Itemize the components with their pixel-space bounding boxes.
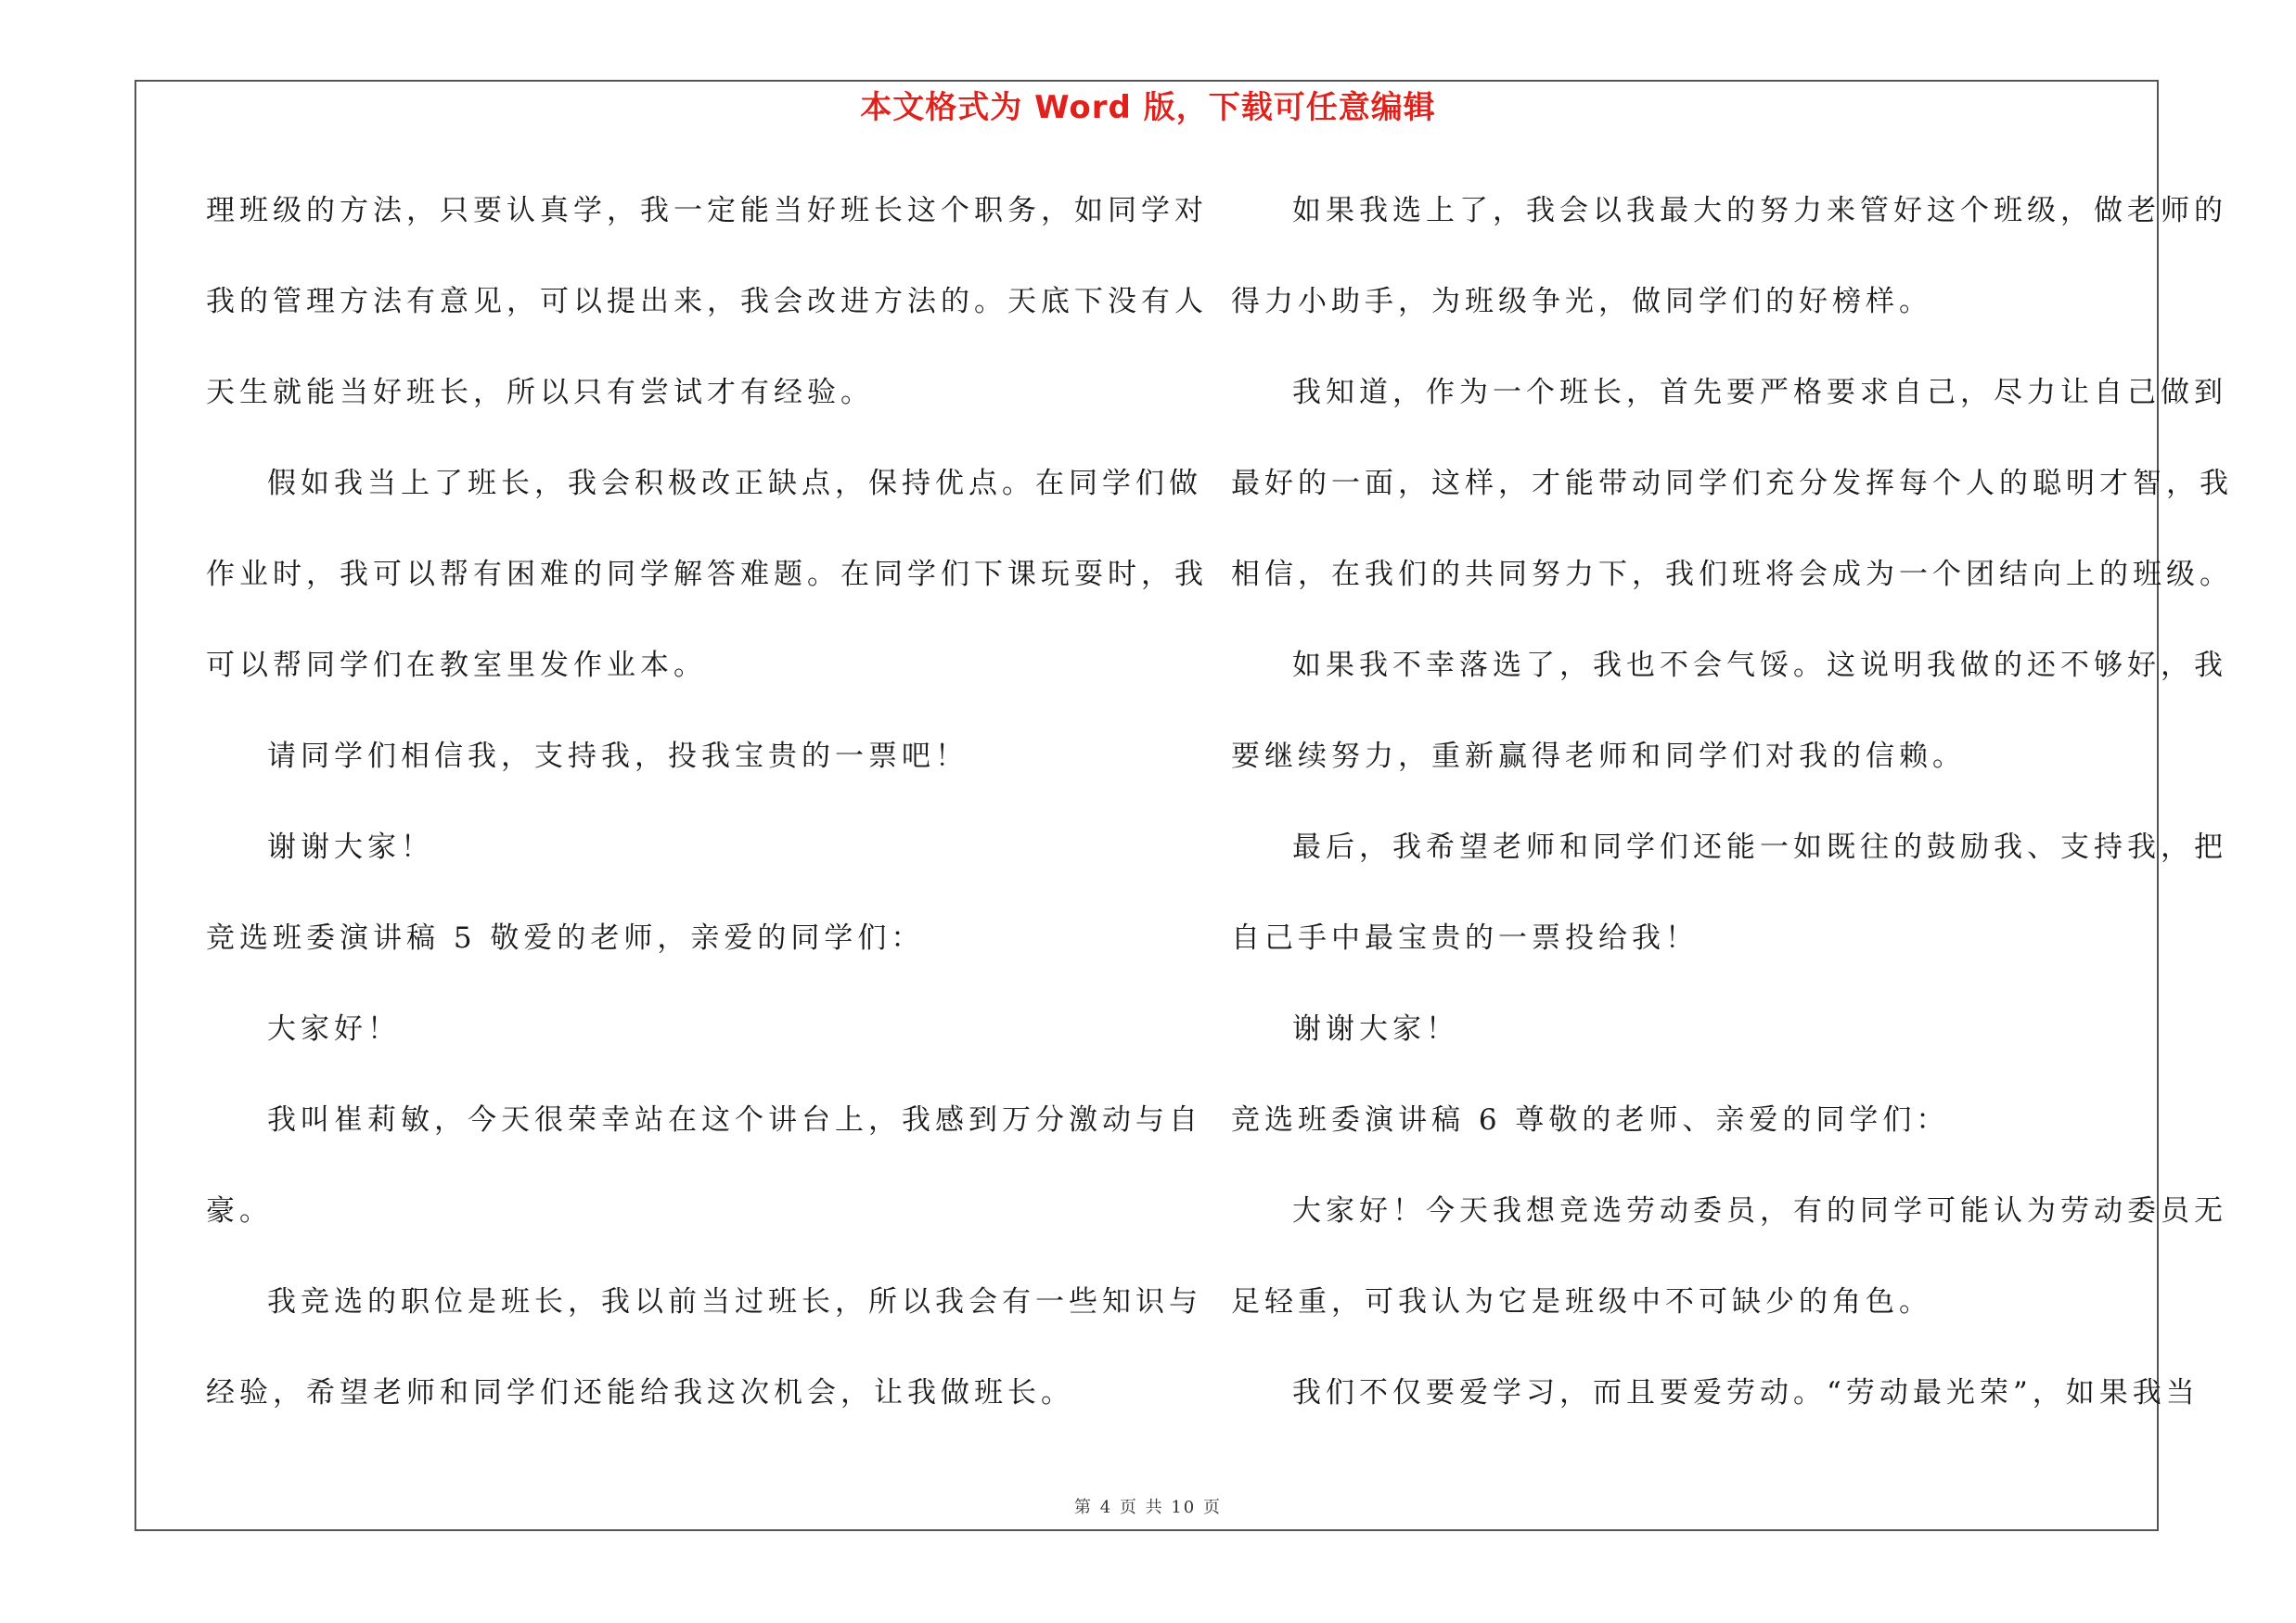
text-line: 如果我不幸落选了，我也不会气馁。这说明我做的还不够好，我 [1292, 649, 2227, 682]
text-line: 如果我选上了，我会以我最大的努力来管好这个班级，做老师的 [1292, 194, 2227, 227]
text-line: 谢谢大家！ [1292, 1012, 1459, 1046]
text-line: 我的管理方法有意见，可以提出来，我会改进方法的。天底下没有人 [206, 285, 1208, 318]
text-line: 最好的一面，这样，才能带动同学们充分发挥每个人的聪明才智，我 [1231, 467, 2233, 500]
text-line: 谢谢大家！ [267, 831, 434, 864]
text-line: 大家好！今天我想竞选劳动委员，有的同学可能认为劳动委员无 [1292, 1194, 2227, 1228]
document-banner: 本文格式为 Word 版，下载可任意编辑 [860, 89, 1436, 126]
text-line: 我们不仅要爱学习，而且要爱劳动。“劳动最光荣”，如果我当 [1292, 1376, 2200, 1410]
text-line: 假如我当上了班长，我会积极改正缺点，保持优点。在同学们做 [267, 467, 1202, 500]
section-heading-line: 竞选班委演讲稿 6 尊敬的老师、亲爱的同学们： [1231, 1103, 1950, 1137]
right-text-column [1231, 184, 2233, 1457]
page-number-footer: 第 4 页 共 10 页 [1074, 1498, 1222, 1517]
text-line: 自己手中最宝贵的一票投给我！ [1231, 921, 1699, 955]
text-line: 要继续努力，重新赢得老师和同学们对我的信赖。 [1231, 740, 1966, 773]
text-line: 请同学们相信我，支持我，投我宝贵的一票吧！ [267, 740, 968, 773]
text-line: 最后，我希望老师和同学们还能一如既往的鼓励我、支持我，把 [1292, 831, 2227, 864]
text-line: 我叫崔莉敏，今天很荣幸站在这个讲台上，我感到万分激动与自 [267, 1103, 1202, 1137]
text-line: 我知道，作为一个班长，首先要严格要求自己，尽力让自己做到 [1292, 376, 2227, 409]
text-line: 相信，在我们的共同努力下，我们班将会成为一个团结向上的班级。 [1231, 558, 2233, 591]
section-heading-line: 竞选班委演讲稿 5 敬爱的老师，亲爱的同学们： [206, 921, 925, 955]
text-line: 我竞选的职位是班长，我以前当过班长，所以我会有一些知识与 [267, 1285, 1202, 1319]
text-line: 理班级的方法，只要认真学，我一定能当好班长这个职务，如同学对 [206, 194, 1208, 227]
text-line: 天生就能当好班长，所以只有尝试才有经验。 [206, 376, 874, 409]
text-line: 得力小助手，为班级争光，做同学们的好榜样。 [1231, 285, 1932, 318]
left-text-column [206, 184, 1208, 1457]
text-line: 可以帮同学们在教室里发作业本。 [206, 649, 707, 682]
text-line: 豪。 [206, 1194, 273, 1228]
text-line: 作业时，我可以帮有困难的同学解答难题。在同学们下课玩耍时，我 [206, 558, 1208, 591]
text-line: 经验，希望老师和同学们还能给我这次机会，让我做班长。 [206, 1376, 1074, 1410]
text-line: 大家好！ [267, 1012, 401, 1046]
text-line: 足轻重，可我认为它是班级中不可缺少的角色。 [1231, 1285, 1932, 1319]
